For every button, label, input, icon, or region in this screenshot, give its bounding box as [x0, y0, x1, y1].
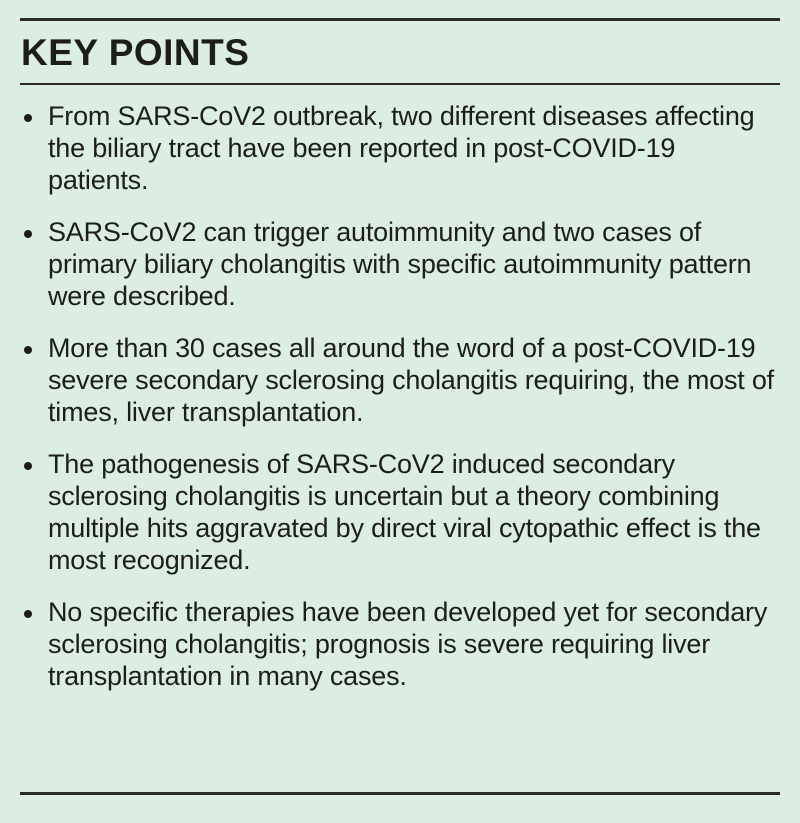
bullet-icon [24, 230, 32, 238]
key-point-item [20, 448, 780, 576]
bullet-icon [24, 610, 32, 618]
key-point-text: From SARS-CoV2 outbreak, two different diseases affecting the biliary tract have been reported in post-COVID-19 patients. [48, 101, 755, 195]
bullet-icon [24, 114, 32, 122]
key-point-item [20, 216, 780, 312]
key-point-text: No specific therapies have been developed yet for secondary sclerosing cholangitis; prognosis is severe requiring liver transplantation in many cases. [48, 597, 768, 691]
bullet-icon [24, 462, 32, 470]
key-points-list [20, 100, 780, 712]
bullet-icon [24, 346, 32, 354]
key-point-text: SARS-CoV2 can trigger autoimmunity and two cases of primary biliary cholangitis with specific autoimmunity pattern were described. [48, 217, 752, 311]
title-divider [20, 83, 780, 85]
key-point-item [20, 100, 780, 196]
bottom-border-rule [20, 792, 780, 795]
key-point-item [20, 596, 780, 692]
key-points-title: KEY POINTS [21, 32, 250, 73]
key-point-item [20, 332, 780, 428]
key-point-text: More than 30 cases all around the word of a post-COVID-19 severe secondary sclerosing cholangitis requiring, the most of times, liver transplantation. [48, 333, 774, 427]
key-point-text: The pathogenesis of SARS-CoV2 induced secondary sclerosing cholangitis is uncertain but a theory combining multiple hits aggravated by direct viral cytopathic effect is the most recognized. [48, 449, 761, 575]
top-border-rule [20, 18, 780, 21]
